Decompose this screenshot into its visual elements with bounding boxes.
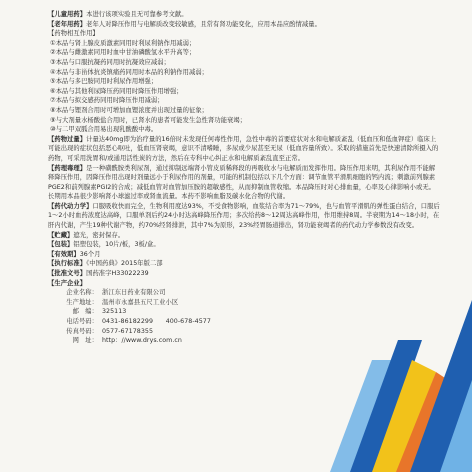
section-text: 36个月 (79, 250, 101, 258)
deco-light-blue-bar (330, 360, 392, 472)
interaction-item: ⑦本品与拟交感药同用时降压作用减弱； (50, 97, 164, 105)
section-approval-number (48, 269, 440, 279)
section-heading: 【儿童用药】 (48, 11, 87, 18)
section-packaging (48, 240, 440, 250)
manufacturer-row (58, 317, 440, 327)
website-url: http：//www.drys.com.cn (102, 337, 182, 345)
section-heading: 【有效期】 (48, 250, 80, 258)
fax-number: 0577-67178355 (102, 327, 153, 335)
manufacturer-details (48, 288, 440, 346)
section-heading: 【批准文号】 (48, 270, 87, 278)
section-heading: 【执行标准】 (48, 260, 87, 268)
field-label: 邮 编： (72, 308, 98, 316)
interaction-item: ④本品与非甾体抗炎镇痛药同用时本品的利钠作用减弱； (50, 68, 209, 76)
section-shelf-life (48, 250, 440, 260)
manufacturer-row (58, 327, 440, 337)
section-manufacturer (48, 279, 440, 289)
company-name: 浙江东日药业有限公司 (102, 289, 166, 297)
interaction-item: ①本品与肾上腺皮质激素同用时利尿利钠作用减弱； (50, 39, 196, 47)
field-label: 企业名称： (66, 289, 98, 297)
interaction-item: ②本品与雌激素同用时血中甘油磷酸氢水平升高等； (50, 49, 196, 57)
section-heading: 【药物过量】 (48, 135, 87, 143)
section-text: 计量达40mg即为治疗量的16倍时未发现任何毒性作用，急性中毒的首要症状对水和电解质紊乱（低血压和低血钾症）临床上可能出现的症状包括恶心呕吐，低血压肾衰竭，意识不清嗜睡，多尿或少尿甚至无尿（低血容量所致）。采取的措施首先是快速清除所摄入的药物，可采用洗胃和/或通用活性炭的方法，然后在专科中心纠正水和电解质紊乱直至正常。 (48, 135, 439, 162)
section-text: 是一种磺酰胺类利尿剂，通过抑制远端肾小管皮质稀释段的再吸收水与电解质而发挥作用。降压作用来明，其利尿作用不能解释降压作用，因降压作用出现时剂量远小于利尿作用的剂量，可能的机制包括以下几个方面：调节血管平滑肌细胞的钙内流；刺激前列腺素PGE2和前列腺素PGI2的合成；减低血管对血管加压胺的超敏感性，从而抑制血管收缩。本品降压时对心排血量，心率及心律影响小或无。长期用本品很少影响肾小球滤过率或肾血流量。本药不影响血脂及碳水化合物的代谢。 (48, 164, 436, 201)
section-pharmacology (48, 164, 440, 202)
section-storage (48, 231, 440, 241)
interaction-item: ⑨与大剂量水杨酸盐合用时，已肾水的患者可能发生急性肾功能衰竭； (50, 116, 247, 124)
interaction-item: ⑥本品与其他利尿降压药同用时降压作用增强； (50, 87, 183, 95)
section-heading: 【药物相互作用】 (48, 30, 99, 38)
section-overdose (48, 135, 440, 164)
section-heading: 【老年用药】 (48, 20, 87, 28)
manufacturer-row (58, 336, 440, 346)
field-label: 生产地址： (66, 298, 98, 306)
section-heading: 【包装】 (48, 241, 74, 249)
deco-light-blue-triangle (440, 380, 472, 472)
interaction-item: ⑩与二甲双胍合用易出现乳酸酸中毒。 (50, 126, 158, 134)
package-insert-document (48, 10, 440, 346)
section-standard (48, 259, 440, 269)
manufacturer-row (58, 307, 440, 317)
section-text: 遮光，密封保存。 (73, 231, 125, 239)
deco-orange-stripe (396, 372, 454, 472)
field-label: 网 址： (72, 337, 98, 345)
deco-blue-stripe (350, 340, 422, 472)
field-label: 电话号码： (66, 318, 98, 325)
manufacturer-row (58, 288, 440, 298)
deco-yellow-stripe (372, 360, 436, 472)
postal-code: 325113 (102, 308, 127, 316)
section-pharmacokinetics (48, 202, 440, 231)
production-address: 温州市永嘉县五尺工业小区 (102, 298, 179, 306)
section-text: 本进行该项实验且无可靠参考文献。 (86, 11, 188, 18)
section-heading: 【药理毒理】 (48, 164, 87, 172)
section-heading: 【生产企业】 (48, 279, 87, 287)
field-label: 传真号码： (66, 327, 98, 335)
section-text: 《中国药典》2015年版二部 (86, 260, 163, 268)
section-heading: 【药代动力学】 (48, 202, 93, 210)
manufacturer-row (58, 298, 440, 308)
section-text: 铝塑包装，10片/板，3板/盒。 (73, 241, 160, 249)
section-pediatric-use (48, 10, 440, 20)
section-text: 口服吸收快而完全，生物利用度达93%，不受食物影响，血浆结合率为71～79%，也与血管平滑肌的弹性蛋白结合，口服后1～2小时血药浓度达高峰，口服单剂后约24小时达高峰降压作用；多次给药8～12周达高峰作用，作用维持8周。半衰期为14～18小时，在肝内代谢，产生19种代谢产物，约70%经肾排泄，其中7%为原形，23%经胃肠道排出，肾功能衰竭者的药代动力学参数没有改变。 (48, 202, 440, 230)
section-text: 老年人对降压作用与电解质改变较敏感，且常有肾功能变化，应用本品应酌情减量。 (86, 20, 321, 28)
section-text: 国药准字H33022239 (86, 270, 149, 278)
interaction-item: ⑤本品与多巴胺同用时利尿作用增强； (50, 78, 158, 86)
section-geriatric-use (48, 20, 440, 30)
section-heading: 【贮藏】 (48, 231, 74, 239)
interaction-item: ⑧本品与锂剂合用时可增加血锂浓度并出现过量的征象； (50, 106, 209, 114)
interaction-item: ③本品与口服抗凝药同用时抗凝效应减弱； (50, 58, 170, 66)
section-drug-interactions (48, 29, 440, 135)
phone-number: 0431-86182299 400-678-4577 (102, 318, 211, 325)
